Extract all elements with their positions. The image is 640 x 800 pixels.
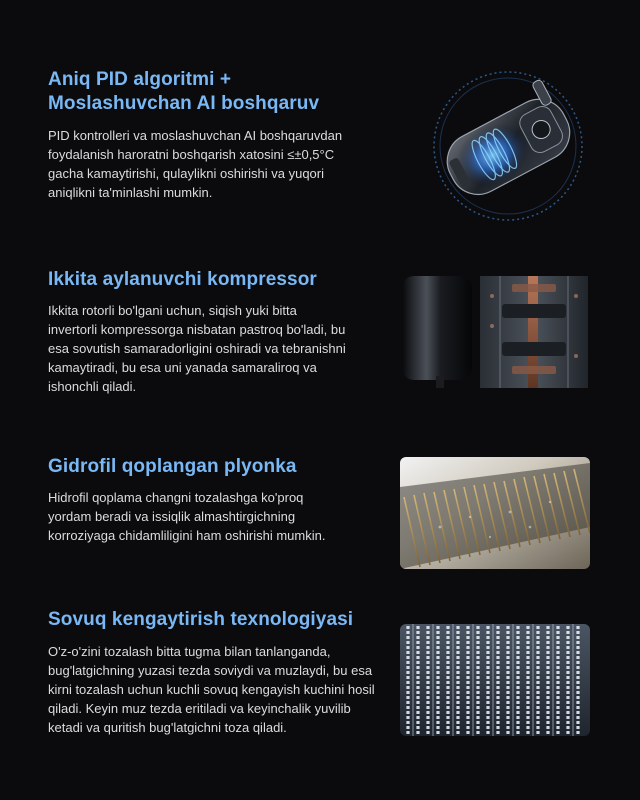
feature-title: Sovuq kengaytirish texnologiyasi: [48, 609, 354, 630]
twin-rotor-compressor-icon: [400, 276, 590, 388]
feature-section-pid: [0, 66, 640, 246]
feature-section-hydrophilic: [0, 455, 640, 585]
feature-title: Gidrofil qoplangan plyonka: [48, 456, 297, 477]
feature-description: Ikkita rotorli bo'lgani uchun, siqish yuki bitta invertorli kompressorga nisbatan pastroq bo'ladi, bu esa sovutish samaradorligini oshiradi va tebranishni kamaytiradi, bu esa uni yanada samaraliroq va ishonchli qiladi.: [48, 303, 346, 394]
feature-description: Hidrofil qoplama changni tozalashga ko'proq yordam beradi va issiqlik almashtirgichning korroziyaga chidamliligini ham oshirishi mumkin.: [48, 490, 326, 543]
feature-description: PID kontrolleri va moslashuvchan AI boshqaruvdan foydalanish haroratni boshqarish xatosini ≤±0,5°C gacha kamaytirishi, qulaylikni oshirishi va yuqori aniqlikni ta'minlashi mumkin.: [48, 128, 343, 200]
feature-description: O'z-o'zini tozalash bitta tugma bilan tanlanganda, bug'latgichning yuzasi tezda soviydi va muzlaydi, bu esa kirni tozalash uchun kuchli sovuq kengayish kuchini hosil qiladi. Keyin muz tezda eritiladi va keyinchalik yuvilib ketadi va quritish bug'latgichni toza qiladi.: [48, 644, 375, 735]
heat-exchanger-fins-icon: [400, 457, 590, 569]
feature-title: Aniq PID algoritmi + Moslashuvchan AI boshqaruv: [48, 69, 320, 114]
compressor-motor-icon: [408, 66, 608, 226]
frosted-evaporator-icon: [400, 624, 590, 736]
feature-section-cold-expansion: [0, 608, 640, 768]
feature-section-twin-compressor: [0, 268, 640, 428]
feature-title: Ikkita aylanuvchi kompressor: [48, 269, 317, 290]
